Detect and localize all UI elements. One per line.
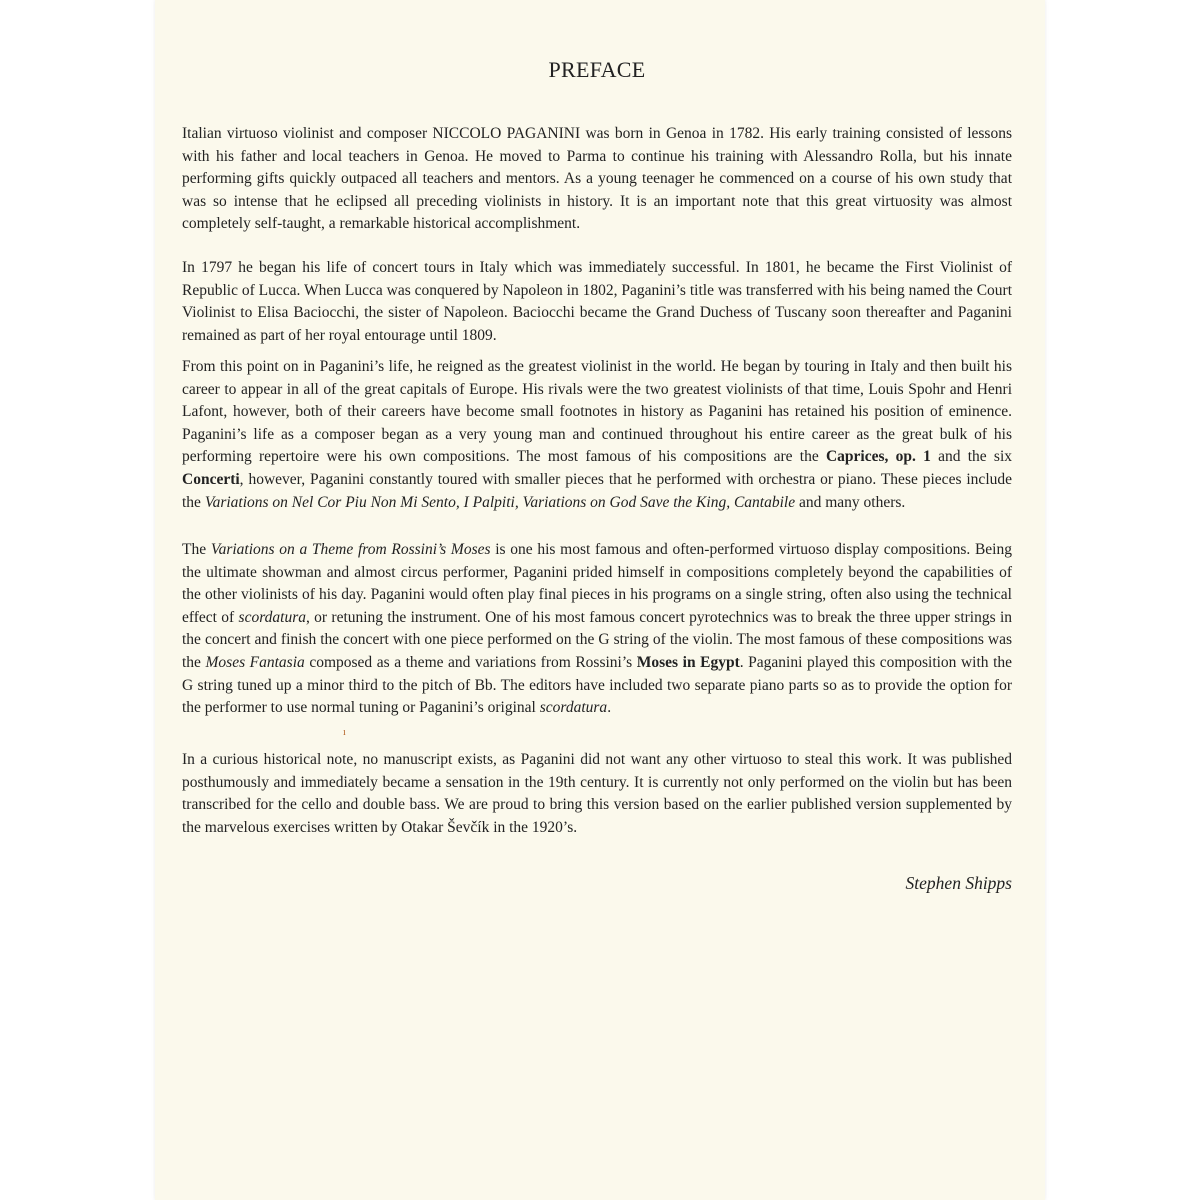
paragraph-3-text-3: , however, Paganini constantly toured with smaller pieces that he performed with orchestra or piano. These pieces include the — [182, 470, 1012, 511]
paragraph-2 — [182, 257, 1012, 347]
paragraph-4-text-6: . — [607, 699, 612, 717]
moses-variations-title: Variations on a Theme from Rossini’s Moses — [210, 541, 491, 558]
paragraph-3-text-4: and many others. — [795, 493, 906, 511]
concerti-title: Concerti — [182, 470, 240, 488]
caprices-title: Caprices, op. 1 — [825, 448, 931, 466]
paragraph-4-text-3: , or retuning the instrument. One of his most famous concert pyrotechnics was to break the three upper strings in the concert and finish the concert with one piece performed on the G string of the violin. The most famous of these compositions was the — [182, 608, 1012, 671]
paragraph-4 — [182, 539, 1012, 720]
paragraph-4-text-2: is one his most famous and often-performed virtuoso display compositions. Being the ultimate showman and almost circus performer, Paganini prided himself in compositions completely beyond the capabilities of the other violinists of his day. Paganini would often play final pieces in his programs on a single string, often also using the technical effect of — [182, 541, 1012, 626]
document-page — [155, 0, 1045, 1200]
ink-mark: ı — [343, 727, 346, 738]
paragraph-3-text-1: From this point on in Paganini’s life, he reigned as the greatest violinist in the world. He began by touring in Italy and then built his career to appear in all of the great capitals of Europe. His rivals were the two greatest violinists of that time, Louis Spohr and Henri Lafont, however, both of their careers have become small footnotes in history as Paganini has retained his position of eminence. Paganini’s life as a composer began as a very young man and continued throughout his entire career as the great bulk of his performing repertoire were his own compositions. The most famous of his compositions are the — [182, 358, 1012, 466]
scordatura-term-1: scordatura — [238, 608, 306, 626]
paragraph-3-text-2: and the six — [930, 448, 1012, 466]
paragraph-4-text-4: composed as a theme and variations from Rossini’s — [304, 653, 637, 671]
paragraph-1-text: Italian virtuoso violinist and composer NICCOLO PAGANINI was born in Genoa in 1782. His early training consisted of lessons with his father and local teachers in Genoa. He moved to Parma to continue his training with Alessandro Rolla, but his innate performing gifts quickly outpaced all teachers and mentors. As a young teenager he commenced on a course of his own study that was so intense that he eclipsed all preceding violinists in history. It is an important note that this great virtuosity was almost completely self-taught, a remarkable historical accomplishment. — [182, 125, 1012, 233]
paragraph-5-text: In a curious historical note, no manuscript exists, as Paganini did not want any other virtuoso to steal this work. It was published posthumously and immediately became a sensation in the 19th century. It is currently not only performed on the violin but has been transcribed for the cello and double bass. We are proud to bring this version based on the earlier published version supplemented by the marvelous exercises written by Otakar Ševčík in the 1920’s. — [182, 751, 1012, 836]
scordatura-term-2: scordatura — [539, 699, 608, 717]
paragraph-4-text-1: The — [182, 541, 211, 558]
paragraph-5 — [182, 749, 1012, 839]
moses-in-egypt-title: Moses in Egypt — [636, 653, 740, 671]
paragraph-2-text: In 1797 he began his life of concert tours in Italy which was immediately successful. In 1801, he became the First Violinist of Republic of Lucca. When Lucca was conquered by Napoleon in 1802, Paganini’s title was transferred with his being named the Court Violinist to Elisa Baciocchi, the sister of Napoleon. Baciocchi became the Grand Duchess of Tuscany soon thereafter and Paganini remained as part of her royal entourage until 1809. — [182, 259, 1012, 344]
variations-titles: Variations on Nel Cor Piu Non Mi Sento, I Palpiti, Variations on God Save the King, Cantabile — [204, 493, 796, 511]
paragraph-1 — [182, 123, 1012, 236]
page-title: PREFACE — [548, 57, 646, 82]
moses-fantasia-title: Moses Fantasia — [205, 653, 305, 671]
author-signature: Stephen Shipps — [905, 873, 1012, 893]
paragraph-3 — [182, 356, 1012, 514]
paragraph-4-text-5: . Paganini played this composition with the G string tuned up a minor third to the pitch of Bb. The editors have included two separate piano parts so as to provide the option for the performer to use normal tuning or Paganini’s original — [182, 653, 1013, 717]
